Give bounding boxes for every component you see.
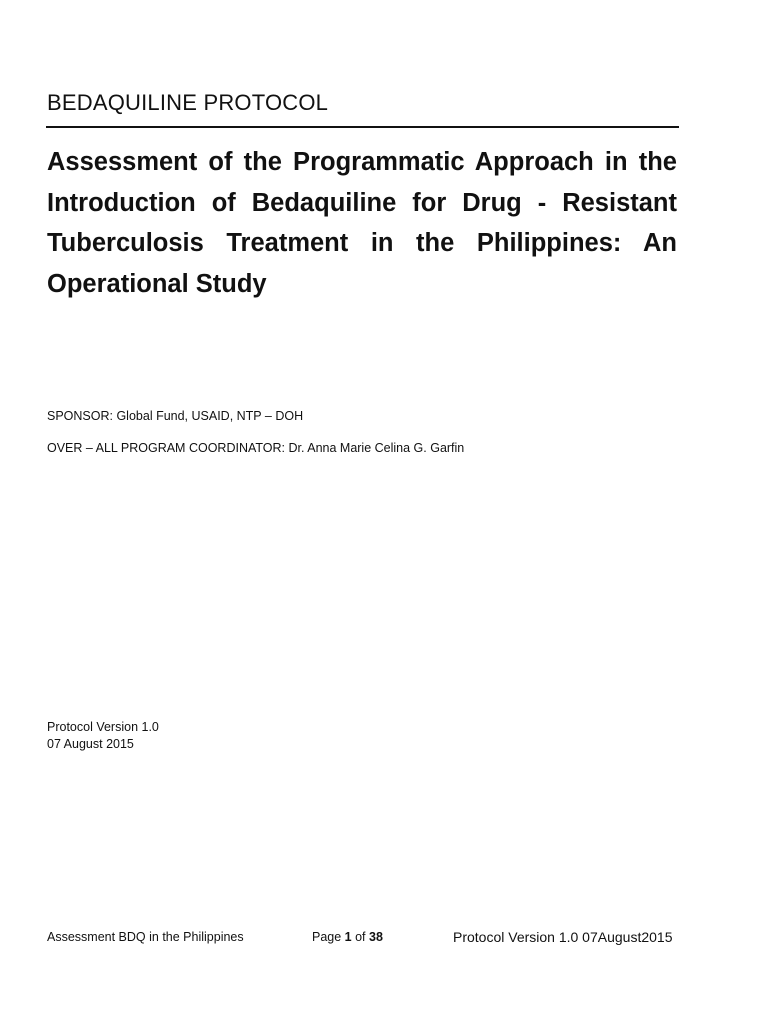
sponsor-line: SPONSOR: Global Fund, USAID, NTP – DOH: [47, 409, 304, 423]
page-total: 38: [369, 930, 383, 944]
header-title: BEDAQUILINE PROTOCOL: [47, 90, 329, 115]
protocol-version: Protocol Version 1.0: [47, 720, 159, 734]
page-of: of: [351, 930, 369, 944]
footer-right-text: Protocol Version 1.0 07August2015: [453, 929, 673, 945]
footer-page-number: [312, 930, 383, 944]
footer-left-text: Assessment BDQ in the Philippines: [47, 930, 244, 944]
document-title: Assessment of the Programmatic Approach in the Introduction of Bedaquiline for Drug - Resistant Tuberculosis Treatment in the Philippines: An Operational Study: [47, 148, 677, 298]
version-block: [47, 719, 159, 753]
page-current: 1: [344, 930, 352, 944]
protocol-date: 07 August 2015: [47, 737, 134, 751]
coordinator-line: OVER – ALL PROGRAM COORDINATOR: Dr. Anna Marie Celina G. Garfin: [47, 441, 465, 455]
header-divider: [46, 126, 679, 128]
page-prefix: Page: [312, 930, 345, 944]
